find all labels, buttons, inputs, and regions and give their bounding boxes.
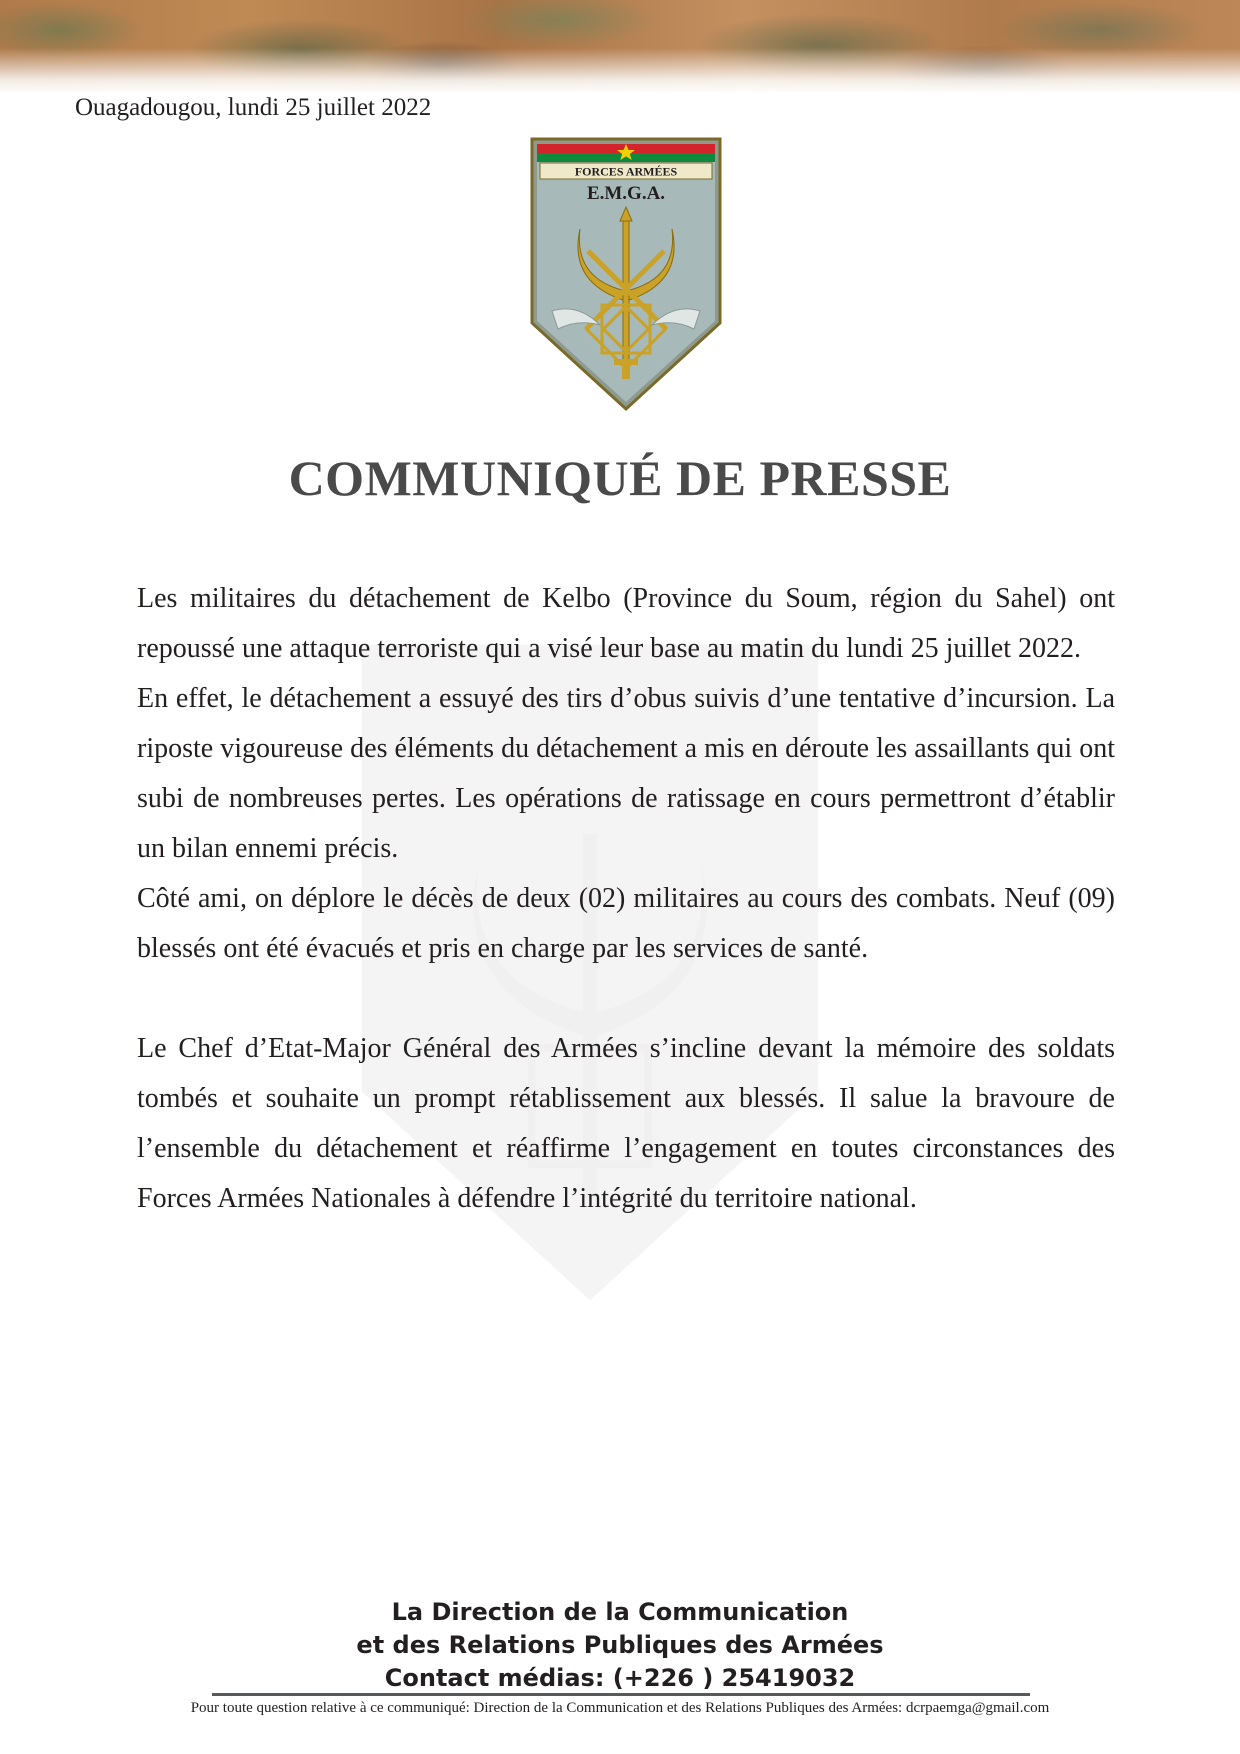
- emblem-banner-text: FORCES ARMÉES: [574, 164, 678, 179]
- footer-note: Pour toute question relative à ce communiqué: Direction de la Communication et des Relations Publiques des Armées: dcrpaemga@gmail.com: [190, 1700, 1050, 1716]
- footer-divider: [212, 1693, 1030, 1696]
- signature-contact: Contact médias: (+226 ) 25419032: [384, 1664, 856, 1692]
- header-fade: [0, 48, 1240, 94]
- body-paragraph-2: En effet, le détachement a essuyé des tirs d’obus suivis d’une tentative d’incursion. La riposte vigoureuse des éléments du détachement a mis en déroute les assaillants qui ont subi de nombreuses pertes. Les opérations de ratissage en cours permettront d’établir un bilan ennemi précis.: [137, 683, 1115, 864]
- press-release-body: [137, 574, 1115, 1224]
- signature-line-1: La Direction de la Communication: [391, 1598, 849, 1626]
- date-line: Ouagadougou, lundi 25 juillet 2022: [75, 94, 432, 121]
- emblem-acronym: E.M.G.A.: [586, 183, 666, 204]
- body-paragraph-3: Côté ami, on déplore le décès de deux (02) militaires au cours des combats. Neuf (09) blessés ont été évacués et pris en charge par les services de santé.: [137, 883, 1115, 964]
- signature-block: [0, 1596, 1240, 1695]
- page-title: COMMUNIQUÉ DE PRESSE: [288, 450, 952, 506]
- signature-line-2: et des Relations Publiques des Armées: [356, 1631, 884, 1659]
- emga-crest-emblem: [528, 133, 724, 413]
- body-paragraph-4: Le Chef d’Etat-Major Général des Armées s’incline devant la mémoire des soldats tombés et souhaite un prompt rétablissement aux blessés. Il salue la bravoure de l’ensemble du détachement et réaffirme l’engagement en toutes circonstances des Forces Armées Nationales à défendre l’intégrité du territoire national.: [137, 1033, 1115, 1214]
- body-paragraph-1: Les militaires du détachement de Kelbo (Province du Soum, région du Sahel) ont repoussé une attaque terroriste qui a visé leur base au matin du lundi 25 juillet 2022.: [137, 583, 1115, 664]
